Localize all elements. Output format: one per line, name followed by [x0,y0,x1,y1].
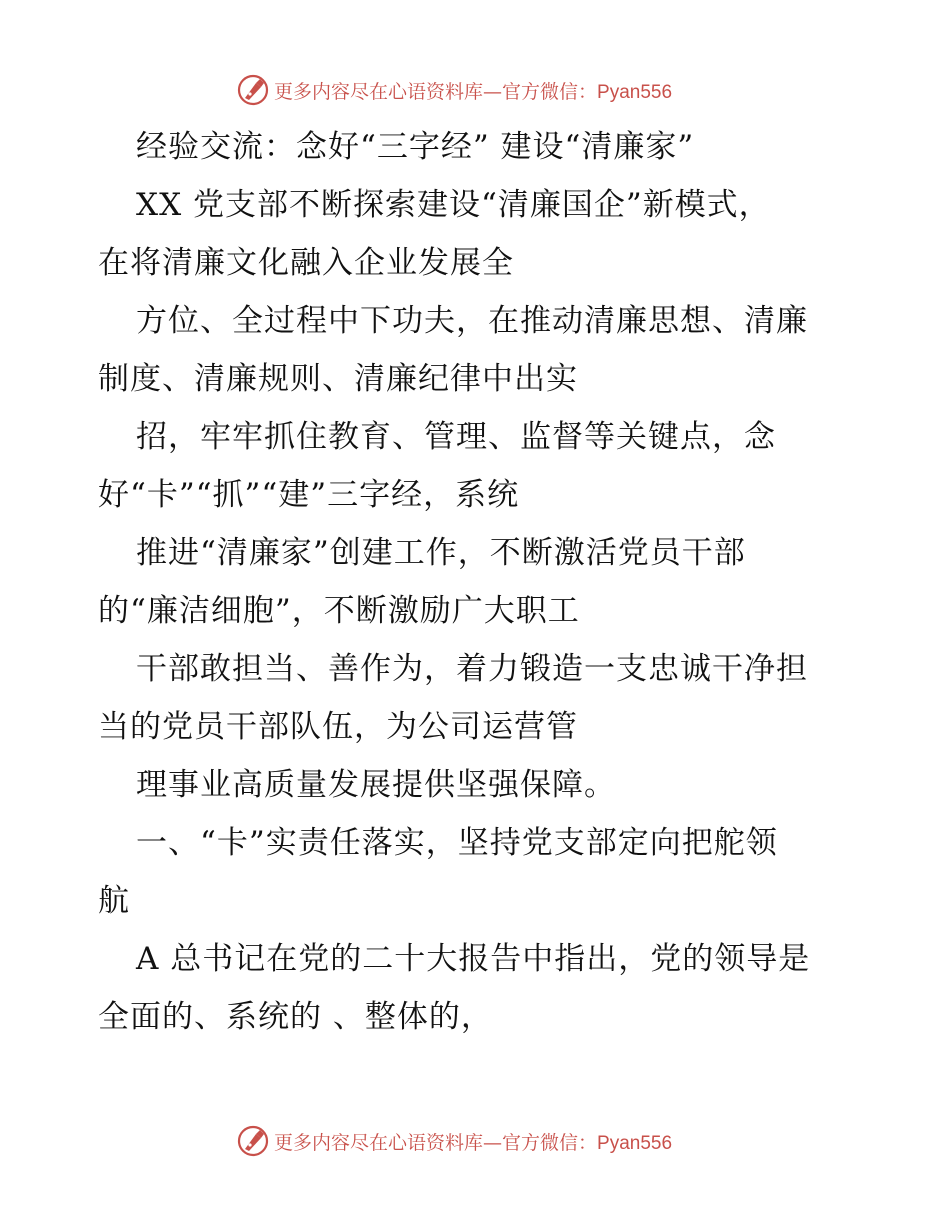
text-line: A 总书记在党的二十大报告中指出，党的领导是 [136,941,811,977]
text-line: 经验交流：念好“三字经” 建设“清廉家” [136,129,695,165]
text-line: 理事业高质量发展提供坚强保障。 [136,767,616,803]
watermark-text: 更多内容尽在心语资料库—官方微信：Pyan556 [274,80,673,103]
text-line: 制度、清廉规则、清廉纪律中出实 [98,361,578,397]
text-line: 的“廉洁细胞”，不断激励广大职工 [98,593,580,629]
text-line: 方位、全过程中下功夫，在推动清廉思想、清廉 [136,303,808,339]
text-line: 招，牢牢抓住教育、管理、监督等关键点，念 [136,419,776,455]
watermark-text: 更多内容尽在心语资料库—官方微信：Pyan556 [274,1131,673,1154]
text-line: 干部敢担当、善作为，着力锻造一支忠诚干净担 [136,651,808,687]
document-body [98,118,858,1046]
text-line: 航 [98,883,130,919]
text-line: XX 党支部不断探索建设“清廉国企”新模式， [136,187,771,223]
text-line: 好“卡”“抓”“建”三字经，系统 [98,477,520,513]
watermark-header [236,72,672,108]
pen-nib-logo-icon [236,73,270,107]
watermark-footer [236,1123,672,1159]
pen-nib-logo-icon [236,1124,270,1158]
text-line: 在将清廉文化融入企业发展全 [98,245,514,281]
text-line: 全面的、系统的 、整体的， [98,999,493,1035]
text-line: 一、“卡”实责任落实，坚持党支部定向把舵领 [136,825,778,861]
text-line: 推进“清廉家”创建工作，不断激活党员干部 [136,535,746,571]
text-line: 当的党员干部队伍，为公司运营管 [98,709,578,745]
